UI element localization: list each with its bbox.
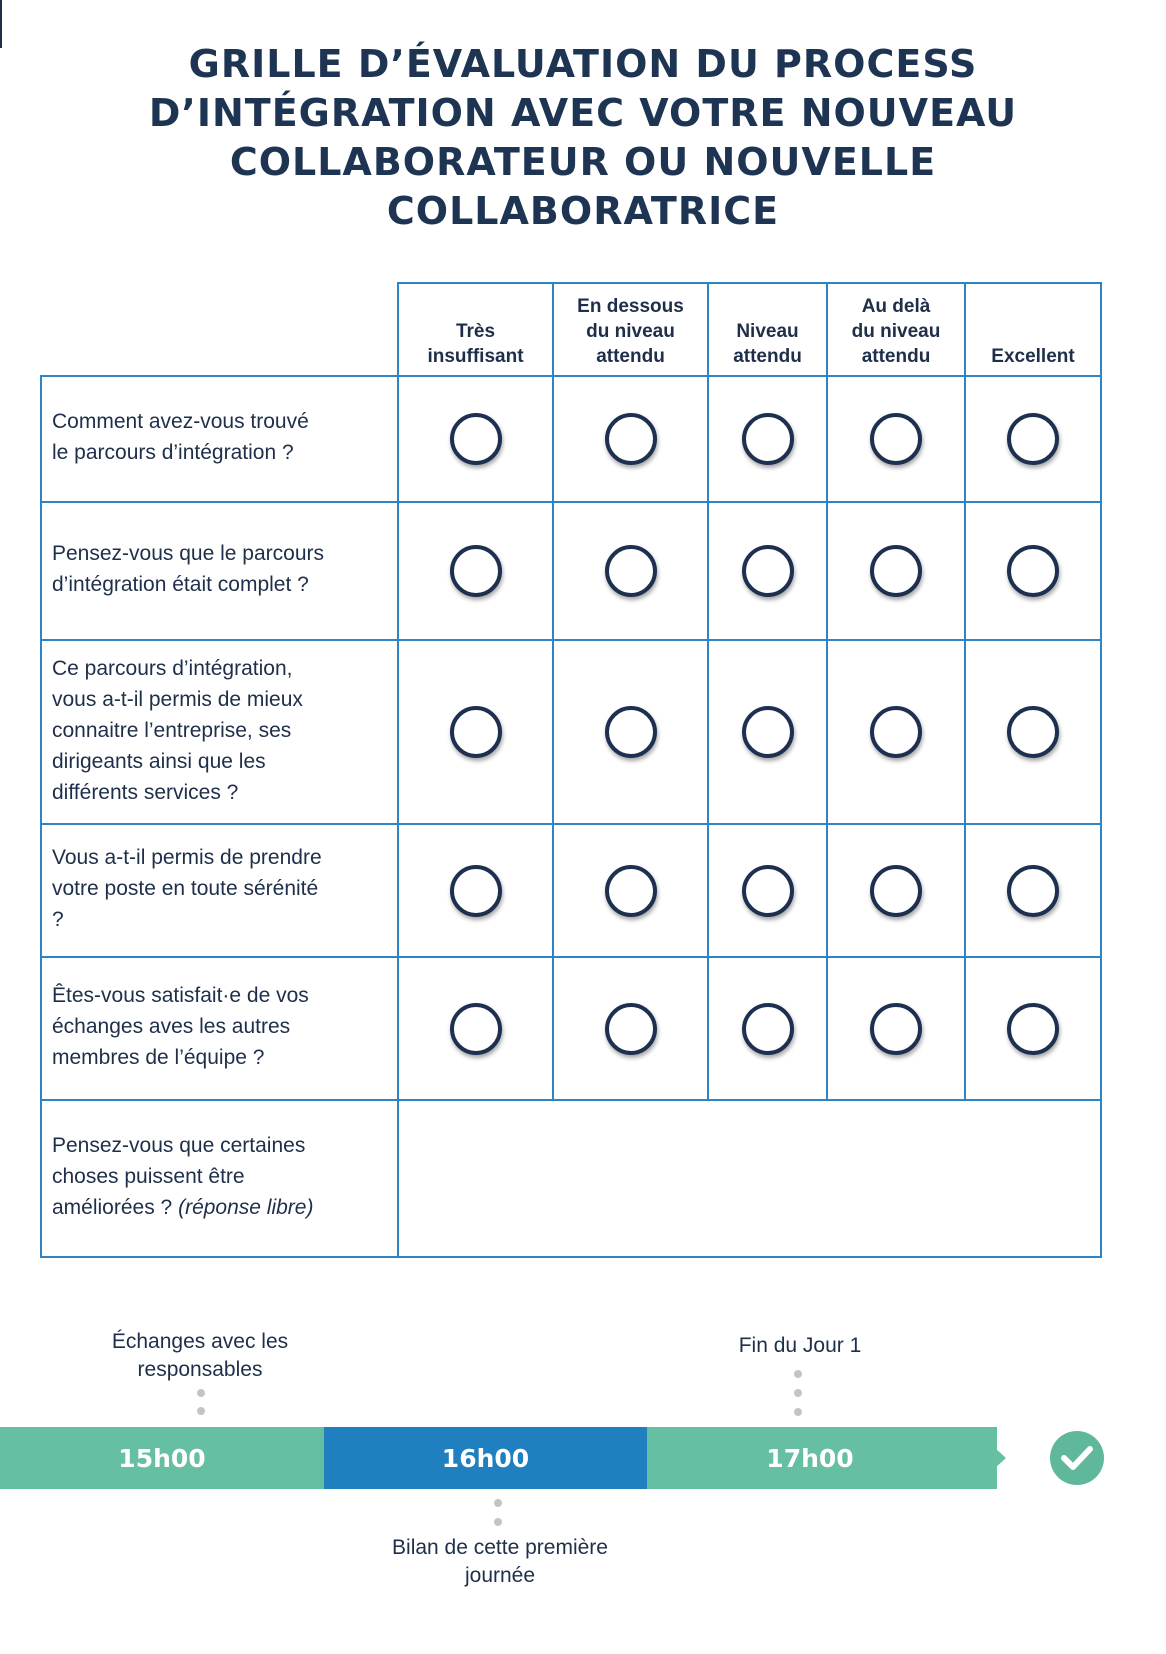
check-circle-icon	[1050, 1431, 1104, 1485]
column-header-above-expected	[826, 282, 966, 379]
rating-cell-below-expected[interactable]	[552, 375, 709, 503]
timeline-dot	[197, 1389, 205, 1397]
rating-radio-very-insufficient[interactable]	[450, 413, 502, 465]
question-cell	[40, 501, 399, 641]
rating-cell-above-expected[interactable]	[826, 956, 966, 1101]
rating-cell-excellent[interactable]	[964, 956, 1102, 1101]
rating-cell-above-expected[interactable]	[826, 375, 966, 503]
timeline-arrow-tip	[972, 1427, 1006, 1489]
question-text	[52, 653, 303, 808]
question-line: Ce parcours d’intégration,	[52, 656, 293, 680]
rating-cell-excellent[interactable]	[964, 823, 1102, 958]
timeline-dot	[494, 1518, 502, 1526]
column-header-label	[427, 319, 523, 369]
rating-radio-below-expected[interactable]	[605, 545, 657, 597]
rating-cell-excellent[interactable]	[964, 375, 1102, 503]
rating-radio-below-expected[interactable]	[605, 706, 657, 758]
question-line: membres de l’équipe ?	[52, 1046, 265, 1069]
question-cell	[40, 823, 399, 958]
timeline-segment-17h00: 17h00	[647, 1427, 997, 1489]
column-header-line: attendu	[596, 346, 665, 367]
question-text	[52, 1130, 313, 1223]
rating-radio-excellent[interactable]	[1007, 545, 1059, 597]
question-line: votre poste en toute sérénité	[52, 877, 319, 900]
column-header-line: attendu	[861, 346, 931, 367]
rating-cell-below-expected[interactable]	[552, 956, 709, 1101]
page-title	[80, 40, 1086, 236]
title-line: COLLABORATRICE	[386, 189, 780, 233]
question-line: le parcours d’intégration ?	[52, 441, 294, 464]
timeline-label-review: Bilan de cette première journée	[392, 1536, 608, 1587]
rating-radio-excellent[interactable]	[1007, 706, 1059, 758]
question-line: échanges aves les autres	[52, 1015, 291, 1038]
column-header-excellent	[964, 282, 1102, 379]
column-header-line: Excellent	[991, 346, 1075, 367]
question-text	[52, 538, 324, 600]
rating-cell-very-insufficient[interactable]	[397, 501, 554, 641]
question-text	[52, 842, 322, 935]
rating-cell-above-expected[interactable]	[826, 823, 966, 958]
question-line: vous a-t-il permis de mieux	[52, 687, 303, 711]
column-header-expected	[707, 282, 828, 379]
column-header-very-insufficient	[397, 282, 554, 379]
column-header-line: du niveau	[851, 321, 941, 342]
rating-cell-expected[interactable]	[707, 823, 828, 958]
rating-radio-excellent[interactable]	[1007, 1003, 1059, 1055]
question-cell	[40, 375, 399, 503]
rating-radio-above-expected[interactable]	[870, 706, 922, 758]
rating-cell-excellent[interactable]	[964, 639, 1102, 825]
question-line: choses puissent être	[52, 1165, 245, 1188]
question-line: Vous a-t-il permis de prendre	[52, 846, 322, 869]
title-line: GRILLE D’ÉVALUATION DU PROCESS	[188, 42, 978, 86]
title-line: COLLABORATEUR OU NOUVELLE	[229, 140, 937, 184]
rating-radio-above-expected[interactable]	[870, 545, 922, 597]
rating-radio-excellent[interactable]	[1007, 413, 1059, 465]
rating-radio-expected[interactable]	[742, 1003, 794, 1055]
rating-radio-below-expected[interactable]	[605, 413, 657, 465]
rating-radio-very-insufficient[interactable]	[450, 706, 502, 758]
rating-cell-below-expected[interactable]	[552, 501, 709, 641]
rating-cell-expected[interactable]	[707, 501, 828, 641]
question-line: d’intégration était complet ?	[52, 573, 309, 596]
rating-cell-above-expected[interactable]	[826, 639, 966, 825]
timeline-dot	[494, 1499, 502, 1507]
rating-cell-very-insufficient[interactable]	[397, 639, 554, 825]
question-line	[52, 1192, 313, 1223]
free-answer-hint: (réponse libre)	[178, 1196, 314, 1219]
free-answer-area[interactable]	[397, 1099, 1102, 1258]
rating-cell-very-insufficient[interactable]	[397, 956, 554, 1101]
rating-radio-below-expected[interactable]	[605, 1003, 657, 1055]
rating-cell-expected[interactable]	[707, 375, 828, 503]
timeline-dot	[197, 1407, 205, 1415]
column-header-line: du niveau	[586, 321, 675, 342]
title-line: D’INTÉGRATION AVEC VOTRE NOUVEAU	[148, 91, 1018, 135]
question-line: Pensez-vous que le parcours	[52, 542, 324, 565]
rating-radio-very-insufficient[interactable]	[450, 1003, 502, 1055]
question-line: connaitre l’entreprise, ses	[52, 718, 292, 742]
rating-cell-excellent[interactable]	[964, 501, 1102, 641]
rating-radio-expected[interactable]	[742, 706, 794, 758]
rating-cell-below-expected[interactable]	[552, 639, 709, 825]
column-header-line: Niveau	[736, 321, 799, 342]
rating-radio-very-insufficient[interactable]	[450, 545, 502, 597]
rating-radio-expected[interactable]	[742, 865, 794, 917]
column-header-label	[991, 344, 1074, 369]
column-header-label	[577, 294, 684, 369]
rating-cell-very-insufficient[interactable]	[397, 375, 554, 503]
column-header-below-expected	[552, 282, 709, 379]
rating-cell-very-insufficient[interactable]	[397, 823, 554, 958]
question-text	[52, 980, 309, 1073]
rating-radio-above-expected[interactable]	[870, 1003, 922, 1055]
rating-radio-expected[interactable]	[742, 413, 794, 465]
check-mark-icon	[1061, 1445, 1093, 1471]
column-header-line: Au delà	[861, 296, 931, 317]
rating-radio-below-expected[interactable]	[605, 865, 657, 917]
timeline-dot	[794, 1408, 802, 1416]
column-header-line: Très	[455, 321, 496, 342]
corner-mark	[0, 0, 2, 48]
question-line: Comment avez-vous trouvé	[52, 410, 309, 433]
question-text	[52, 406, 309, 468]
rating-radio-above-expected[interactable]	[870, 865, 922, 917]
timeline-dot	[794, 1389, 802, 1397]
rating-radio-expected[interactable]	[742, 545, 794, 597]
rating-cell-expected[interactable]	[707, 956, 828, 1101]
question-line: ?	[52, 908, 64, 931]
timeline-segment-15h00: 15h00	[0, 1427, 324, 1489]
column-header-line: En dessous	[577, 296, 684, 317]
open-question-cell	[40, 1099, 399, 1258]
column-header-label	[852, 294, 941, 369]
timeline-segment-16h00: 16h00	[324, 1427, 647, 1489]
question-line-text: améliorées ?	[52, 1196, 173, 1219]
question-line: différents services ?	[52, 780, 239, 804]
rating-cell-above-expected[interactable]	[826, 501, 966, 641]
rating-radio-above-expected[interactable]	[870, 413, 922, 465]
rating-radio-very-insufficient[interactable]	[450, 865, 502, 917]
question-line: Êtes-vous satisfait·e de vos	[52, 984, 309, 1007]
column-header-line: attendu	[733, 346, 802, 367]
question-line: Pensez-vous que certaines	[52, 1134, 306, 1157]
timeline-label-exchanges: Échanges avec les responsables	[111, 1330, 289, 1381]
question-cell	[40, 639, 399, 825]
rating-cell-expected[interactable]	[707, 639, 828, 825]
column-header-line: insuffisant	[427, 346, 524, 367]
timeline-label-end-day: Fin du Jour 1	[738, 1334, 862, 1357]
timeline-dot	[794, 1370, 802, 1378]
question-cell	[40, 956, 399, 1101]
column-header-label	[733, 319, 802, 369]
rating-radio-excellent[interactable]	[1007, 865, 1059, 917]
question-line: dirigeants ainsi que les	[52, 749, 266, 773]
rating-cell-below-expected[interactable]	[552, 823, 709, 958]
